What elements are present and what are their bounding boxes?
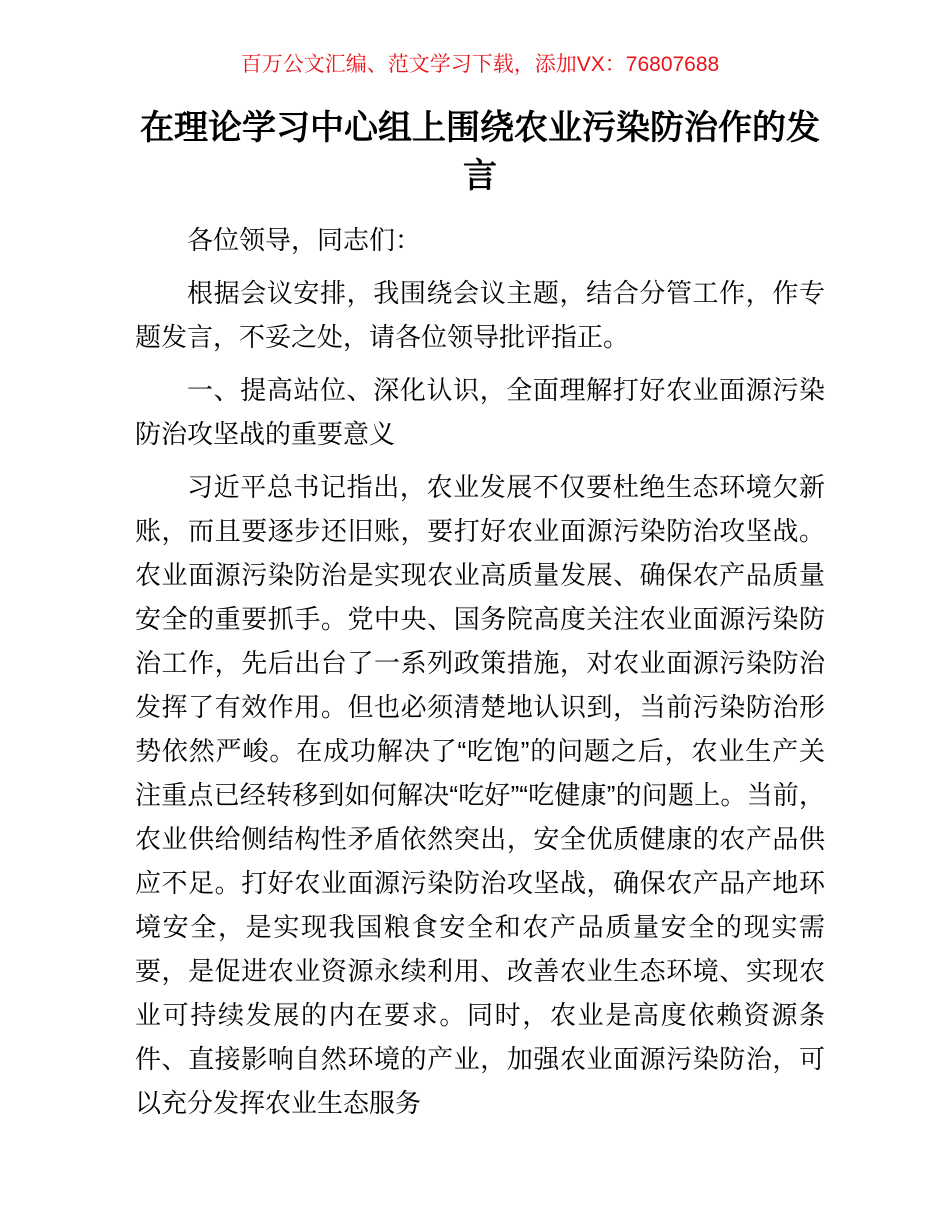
paragraph-body: 习近平总书记指出，农业发展不仅要杜绝生态环境欠新账，而且要逐步还旧账，要打好农业面源污染防治攻坚战。农业面源污染防治是实现农业高质量发展、确保农产品质量安全的重要抓手。党中央、国务院高度关注农业面源污染防治工作，先后出台了一系列政策措施，对农业面源污染防治发挥了有效作用。但也必须清楚地认识到，当前污染防治形势依然严峻。在成功解决了“吃饱”的问题之后，农业生产关注重点已经转移到如何解决“吃好”“吃健康”的问题上。当前，农业供给侧结构性矛盾依然突出，安全优质健康的农产品供应不足。打好农业面源污染防治攻坚战，确保农产品产地环境安全，是实现我国粮食安全和农产品质量安全的现实需要，是促进农业资源永续利用、改善农业生态环境、实现农业可持续发展的内在要求。同时，农业是高度依赖资源条件、直接影响自然环境的产业，加强农业面源污染防治，可以充分发挥农业生态服务	[135, 472, 825, 1118]
paragraph-intro: 根据会议安排，我围绕会议主题，结合分管工作，作专题发言，不妥之处，请各位领导批评指正。	[135, 278, 825, 352]
document-title: 在理论学习中心组上围绕农业污染防治作的发言	[140, 109, 820, 195]
paragraph-salutation: 各位领导，同志们：	[187, 225, 422, 255]
ad-banner-text: 百万公文汇编、范文学习下载，添加VX：76807688	[240, 53, 720, 76]
paragraph-section-heading: 一、提高站位、深化认识，全面理解打好农业面源污染防治攻坚战的重要意义	[135, 375, 825, 449]
